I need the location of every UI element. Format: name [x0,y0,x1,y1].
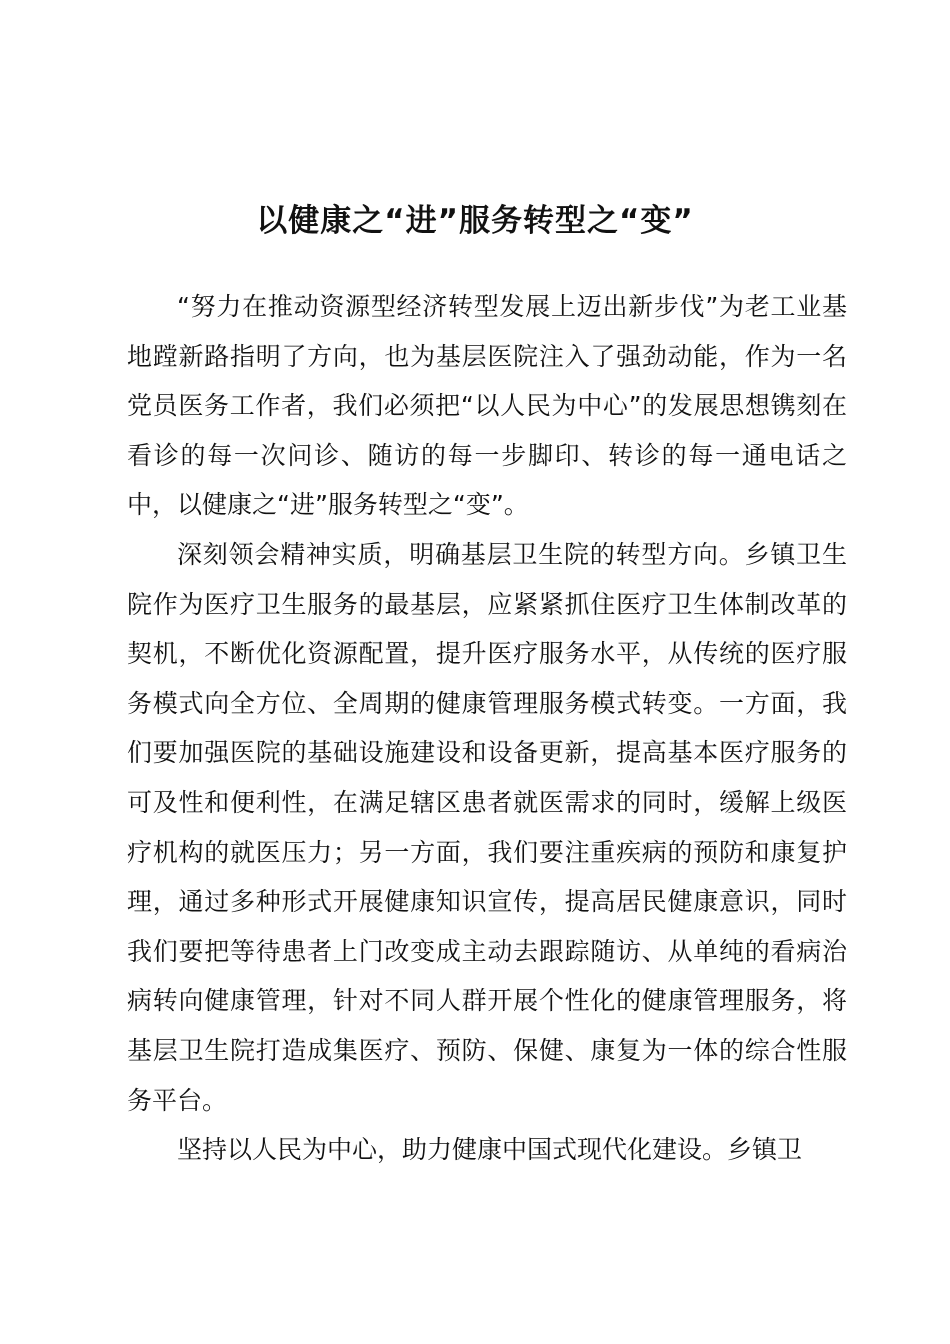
document-body [127,282,847,1175]
document-title: 以健康之“进”服务转型之“变” [256,202,694,239]
paragraph-transformation-direction: 深刻领会精神实质，明确基层卫生院的转型方向。乡镇卫生院作为医疗卫生服务的最基层，应紧紧抓住医疗卫生体制改革的契机，不断优化资源配置，提升医疗服务水平，从传统的医疗服务模式向全方位、全周期的健康管理服务模式转变。一方面，我们要加强医院的基础设施建设和设备更新，提高基本医疗服务的可及性和便利性，在满足辖区患者就医需求的同时，缓解上级医疗机构的就医压力；另一方面，我们要注重疾病的预防和康复护理，通过多种形式开展健康知识宣传，提高居民健康意识，同时我们要把等待患者上门改变成主动去跟踪随访、从单纯的看病治病转向健康管理，针对不同人群开展个性化的健康管理服务，将基层卫生院打造成集医疗、预防、保健、康复为一体的综合性服务平台。 [127,539,847,1115]
paragraph-people-centered: 坚持以人民为中心，助力健康中国式现代化建设。乡镇卫 [177,1135,803,1165]
paragraph-intro: “努力在推动资源型经济转型发展上迈出新步伐”为老工业基地蹚新路指明了方向，也为基层医院注入了强劲动能，作为一名党员医务工作者，我们必须把“以人民为中心”的发展思想镌刻在看诊的每一次问诊、随访的每一步脚印、转诊的每一通电话之中，以健康之“进”服务转型之“变”。 [127,292,847,520]
